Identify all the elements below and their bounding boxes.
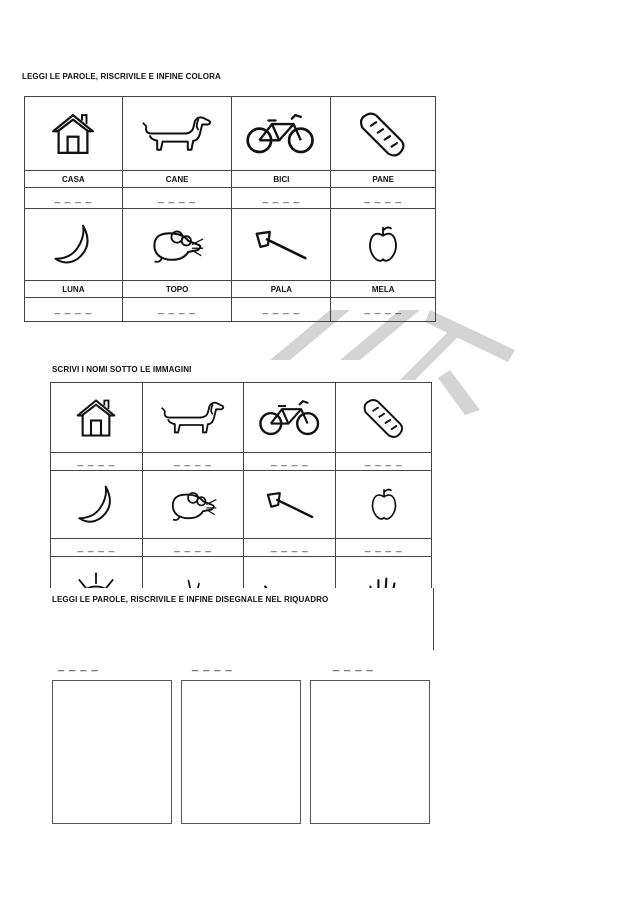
snake-icon xyxy=(262,568,318,589)
house-cell xyxy=(51,383,143,453)
mouse-icon xyxy=(168,486,218,524)
write-blank[interactable]: _ _ _ _ xyxy=(142,453,244,471)
shovel-icon xyxy=(264,488,316,522)
write-blank[interactable]: _ _ _ _ xyxy=(331,298,436,322)
word-cane: CANE xyxy=(122,171,232,188)
mouse-icon xyxy=(149,224,205,266)
bread-icon xyxy=(357,109,409,159)
write-blank[interactable]: _ _ _ _ xyxy=(333,660,374,672)
shovel-icon xyxy=(253,226,309,264)
drawing-box-sole[interactable] xyxy=(310,680,430,824)
sun-icon xyxy=(71,567,121,589)
bicycle-cell xyxy=(244,383,336,453)
section2-table-cutoff xyxy=(50,538,432,588)
moon-icon xyxy=(50,222,96,268)
section1-title: LEGGI LE PAROLE, RISCRIVILE E INFINE COLORA xyxy=(22,72,221,81)
word-pala: PALA xyxy=(232,281,331,298)
house-icon xyxy=(46,110,100,158)
bicycle-icon xyxy=(258,397,322,439)
word-pane: PANE xyxy=(331,171,436,188)
write-blank[interactable]: _ _ _ _ xyxy=(244,539,336,557)
sun-cell xyxy=(51,557,143,589)
grass-cell xyxy=(142,557,244,589)
hand-cell xyxy=(336,557,432,589)
write-blank[interactable]: _ _ _ _ xyxy=(122,298,232,322)
write-blank[interactable]: _ _ _ _ xyxy=(192,660,233,672)
dog-icon xyxy=(141,112,213,156)
dog-cell xyxy=(122,97,232,171)
bicycle-icon xyxy=(245,111,317,157)
write-blank[interactable]: _ _ _ _ xyxy=(336,453,432,471)
hand-icon xyxy=(364,568,404,589)
write-blank[interactable]: _ _ _ _ xyxy=(232,188,331,209)
apple-icon xyxy=(366,223,400,267)
bread-cell xyxy=(331,97,436,171)
word-bici: BICI xyxy=(232,171,331,188)
section1-table xyxy=(24,96,436,322)
house-icon xyxy=(71,396,121,440)
write-blank[interactable]: _ _ _ _ xyxy=(336,539,432,557)
write-blank[interactable]: _ _ _ _ xyxy=(25,298,123,322)
moon-cell xyxy=(51,471,143,539)
dog-cell xyxy=(142,383,244,453)
bread-icon xyxy=(361,396,407,440)
apple-cell xyxy=(331,209,436,281)
word-mela: MELA xyxy=(331,281,436,298)
word-topo: TOPO xyxy=(122,281,232,298)
shovel-cell xyxy=(244,471,336,539)
write-blank[interactable]: _ _ _ _ xyxy=(142,539,244,557)
apple-icon xyxy=(369,485,399,525)
moon-icon xyxy=(74,483,118,527)
bread-cell xyxy=(336,383,432,453)
mouse-cell xyxy=(122,209,232,281)
grass-icon xyxy=(178,567,208,589)
shovel-cell xyxy=(232,209,331,281)
drawing-box-casa[interactable] xyxy=(181,680,301,824)
section2-title: SCRIVI I NOMI SOTTO LE IMMAGINI xyxy=(52,365,192,374)
moon-cell xyxy=(25,209,123,281)
dog-icon xyxy=(160,398,226,438)
apple-cell xyxy=(336,471,432,539)
bicycle-cell xyxy=(232,97,331,171)
write-blank[interactable]: _ _ _ _ xyxy=(244,453,336,471)
write-blank[interactable]: _ _ _ _ xyxy=(51,453,143,471)
word-casa: CASA xyxy=(25,171,123,188)
snake-cell xyxy=(244,557,336,589)
drawing-box-cane[interactable] xyxy=(52,680,172,824)
house-cell xyxy=(25,97,123,171)
word-luna: LUNA xyxy=(25,281,123,298)
section2-table xyxy=(50,382,432,539)
write-blank[interactable]: _ _ _ _ xyxy=(25,188,123,209)
mouse-cell xyxy=(142,471,244,539)
section3-title: LEGGI LE PAROLE, RISCRIVILE E INFINE DISEGNALE NEL RIQUADRO xyxy=(52,595,329,604)
write-blank[interactable]: _ _ _ _ xyxy=(58,660,99,672)
write-blank[interactable]: _ _ _ _ xyxy=(122,188,232,209)
write-blank[interactable]: _ _ _ _ xyxy=(232,298,331,322)
write-blank[interactable]: _ _ _ _ xyxy=(331,188,436,209)
write-blank[interactable]: _ _ _ _ xyxy=(51,539,143,557)
